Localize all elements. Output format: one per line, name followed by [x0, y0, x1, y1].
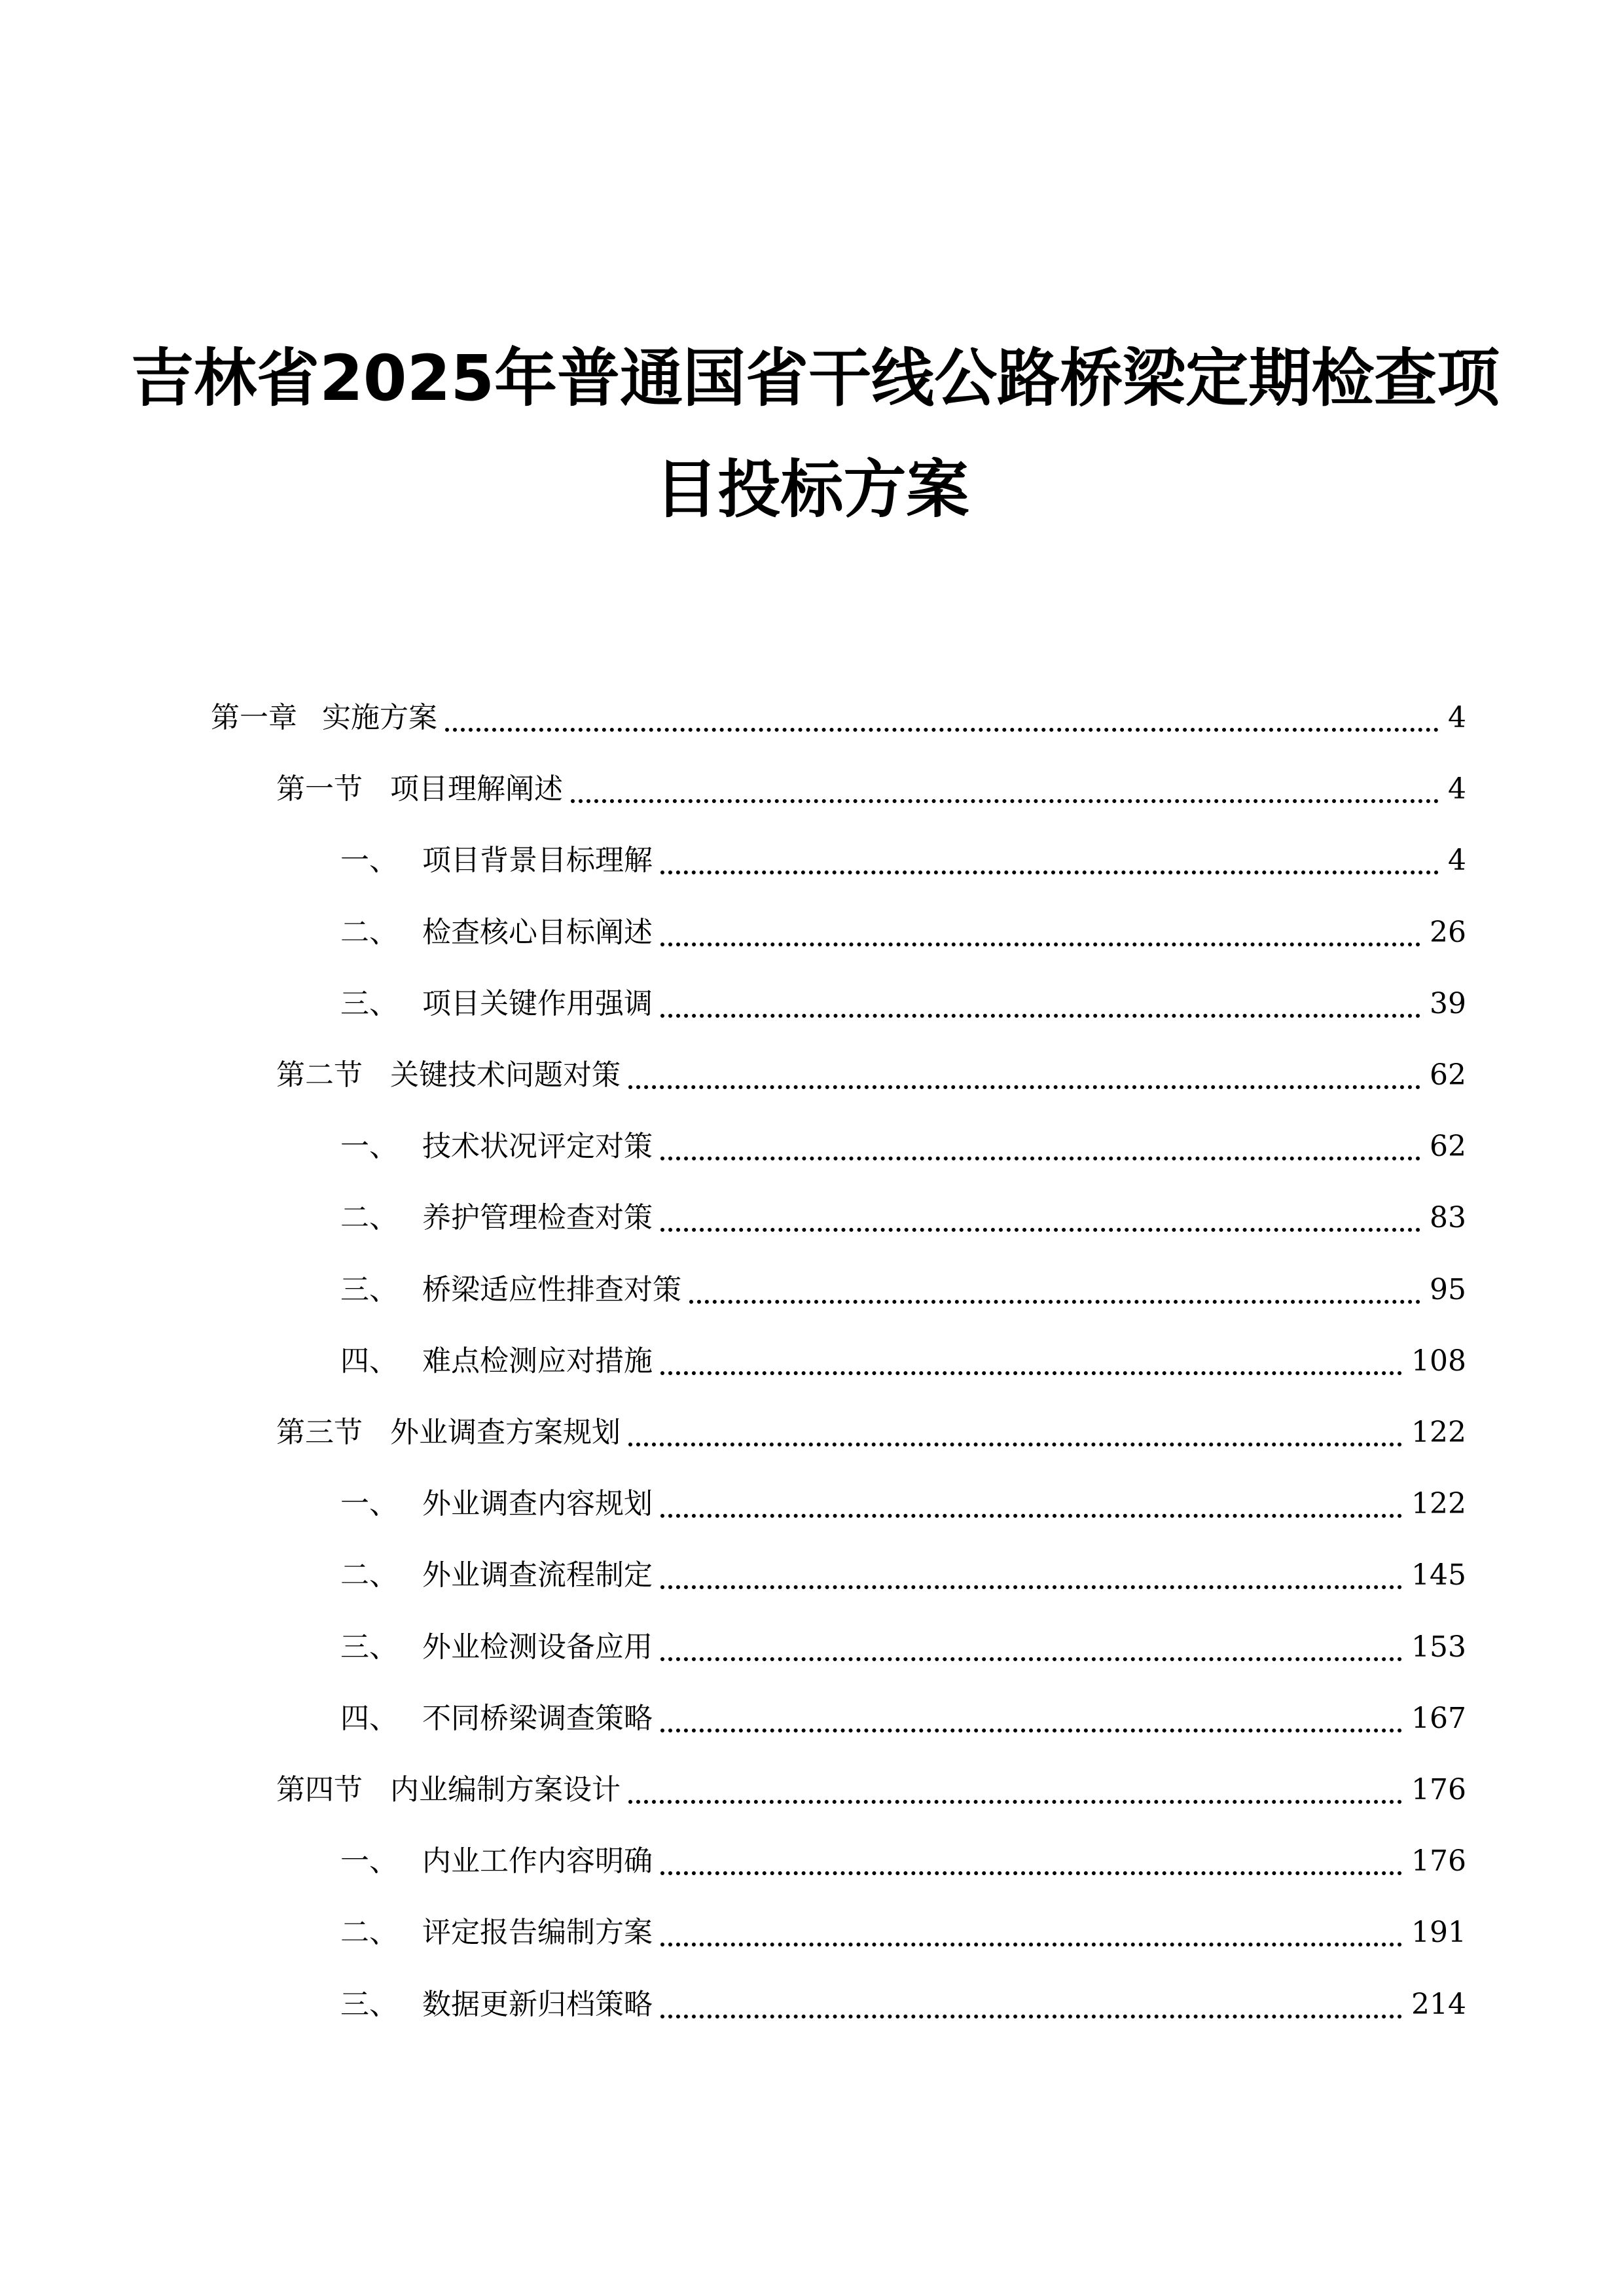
- toc-entry[interactable]: [340, 1982, 1466, 2028]
- toc-entry[interactable]: [340, 1696, 1466, 1742]
- toc-entry-label: 不同桥梁调查策略: [422, 1702, 653, 1735]
- toc-dot-leader: [628, 1410, 1402, 1456]
- toc-entry-page-number: 122: [1411, 1487, 1466, 1520]
- toc-entry-page-number: 145: [1411, 1558, 1466, 1592]
- toc-entry[interactable]: [340, 1124, 1466, 1170]
- toc-entry-page-number: 39: [1430, 987, 1466, 1020]
- toc-entry-label: 实施方案: [322, 701, 437, 734]
- toc-entry-page-number: 176: [1411, 1773, 1466, 1806]
- toc-dot-leader: [660, 910, 1420, 956]
- toc-dot-leader: [628, 1767, 1402, 1813]
- toc-entry-label: 内业编制方案设计: [390, 1773, 621, 1806]
- toc-dot-leader: [660, 1982, 1402, 2028]
- toc-entry-label: 外业检测设备应用: [422, 1630, 653, 1664]
- toc-entry-number: 三、: [340, 987, 398, 1020]
- toc-entry-number: 第二节: [276, 1058, 363, 1092]
- toc-entry-number: 二、: [340, 1916, 398, 1949]
- toc-entry-page-number: 167: [1411, 1702, 1466, 1735]
- toc-entry[interactable]: [340, 1910, 1466, 1956]
- toc-entry-number: 一、: [340, 1844, 398, 1878]
- toc-entry-number: 第一节: [276, 772, 363, 806]
- toc-entry-label: 内业工作内容明确: [422, 1844, 653, 1878]
- toc-dot-leader: [660, 1839, 1402, 1884]
- toc-entry-label: 技术状况评定对策: [422, 1130, 653, 1163]
- toc-entry-page-number: 191: [1411, 1916, 1466, 1949]
- toc-entry-label: 外业调查方案规划: [390, 1416, 621, 1449]
- toc-dot-leader: [628, 1052, 1420, 1098]
- toc-entry-number: 三、: [340, 1273, 398, 1306]
- toc-entry-page-number: 95: [1430, 1273, 1466, 1306]
- toc-entry-label: 项目理解阐述: [390, 772, 563, 806]
- toc-dot-leader: [445, 695, 1439, 741]
- document-title-line-1: 吉林省2025年普通国省干线公路桥梁定期检查项: [131, 342, 1500, 415]
- toc-dot-leader: [660, 1696, 1402, 1742]
- toc-entry-number: 第三节: [276, 1416, 363, 1449]
- toc-entry[interactable]: [276, 1410, 1466, 1456]
- toc-entry-page-number: 26: [1430, 916, 1466, 949]
- toc-entry-number: 一、: [340, 1130, 398, 1163]
- toc-entry-page-number: 4: [1448, 772, 1466, 806]
- toc-entry[interactable]: [340, 1624, 1466, 1670]
- toc-entry[interactable]: [340, 838, 1466, 884]
- toc-dot-leader: [660, 1195, 1420, 1241]
- toc-entry-number: 二、: [340, 916, 398, 949]
- toc-entry[interactable]: [340, 1552, 1466, 1598]
- toc-entry-number: 三、: [340, 1630, 398, 1664]
- toc-entry-page-number: 153: [1411, 1630, 1466, 1664]
- toc-dot-leader: [660, 981, 1420, 1027]
- toc-entry-label: 难点检测应对措施: [422, 1344, 653, 1378]
- toc-entry[interactable]: [340, 1195, 1466, 1241]
- toc-entry-label: 关键技术问题对策: [390, 1058, 621, 1092]
- toc-dot-leader: [660, 1124, 1420, 1170]
- toc-entry[interactable]: [340, 1839, 1466, 1884]
- toc-entry[interactable]: [276, 1767, 1466, 1813]
- toc-dot-leader: [571, 766, 1439, 812]
- toc-entry-number: 二、: [340, 1558, 398, 1592]
- toc-entry[interactable]: [340, 981, 1466, 1027]
- toc-entry-label: 项目关键作用强调: [422, 987, 653, 1020]
- toc-entry-label: 外业调查内容规划: [422, 1487, 653, 1520]
- toc-entry-number: 三、: [340, 1988, 398, 2021]
- toc-entry-number: 二、: [340, 1201, 398, 1234]
- toc-entry-page-number: 4: [1448, 844, 1466, 877]
- toc-entry-page-number: 122: [1411, 1416, 1466, 1449]
- toc-entry-label: 数据更新归档策略: [422, 1988, 653, 2021]
- toc-entry-label: 项目背景目标理解: [422, 844, 653, 877]
- toc-entry-page-number: 176: [1411, 1844, 1466, 1878]
- toc-entry-page-number: 4: [1448, 701, 1466, 734]
- toc-dot-leader: [660, 1910, 1402, 1956]
- toc-entry[interactable]: [340, 1481, 1466, 1527]
- toc-entry-label: 养护管理检查对策: [422, 1201, 653, 1234]
- toc-entry-page-number: 83: [1430, 1201, 1466, 1234]
- toc-entry-label: 评定报告编制方案: [422, 1916, 653, 1949]
- toc-dot-leader: [660, 1338, 1402, 1384]
- toc-entry[interactable]: [340, 1338, 1466, 1384]
- document-title-line-2: 目投标方案: [655, 453, 969, 526]
- toc-entry-label: 桥梁适应性排查对策: [422, 1273, 681, 1306]
- toc-entry-page-number: 62: [1430, 1058, 1466, 1092]
- toc-entry-page-number: 62: [1430, 1130, 1466, 1163]
- toc-entry[interactable]: [340, 910, 1466, 956]
- toc-entry-label: 检查核心目标阐述: [422, 916, 653, 949]
- toc-entry[interactable]: [276, 766, 1466, 812]
- toc-entry-page-number: 108: [1411, 1344, 1466, 1378]
- toc-entry[interactable]: [211, 695, 1466, 741]
- toc-dot-leader: [689, 1267, 1420, 1313]
- toc-dot-leader: [660, 1552, 1402, 1598]
- toc-entry-number: 一、: [340, 844, 398, 877]
- toc-entry-number: 四、: [340, 1702, 398, 1735]
- toc-entry-number: 一、: [340, 1487, 398, 1520]
- toc-dot-leader: [660, 1481, 1402, 1527]
- toc-entry[interactable]: [340, 1267, 1466, 1313]
- toc-entry[interactable]: [276, 1052, 1466, 1098]
- toc-entry-number: 第一章: [211, 701, 297, 734]
- toc-dot-leader: [660, 1624, 1402, 1670]
- toc-entry-number: 第四节: [276, 1773, 363, 1806]
- toc-dot-leader: [660, 838, 1439, 884]
- toc-entry-label: 外业调查流程制定: [422, 1558, 653, 1592]
- toc-entry-page-number: 214: [1411, 1988, 1466, 2021]
- toc-entry-number: 四、: [340, 1344, 398, 1378]
